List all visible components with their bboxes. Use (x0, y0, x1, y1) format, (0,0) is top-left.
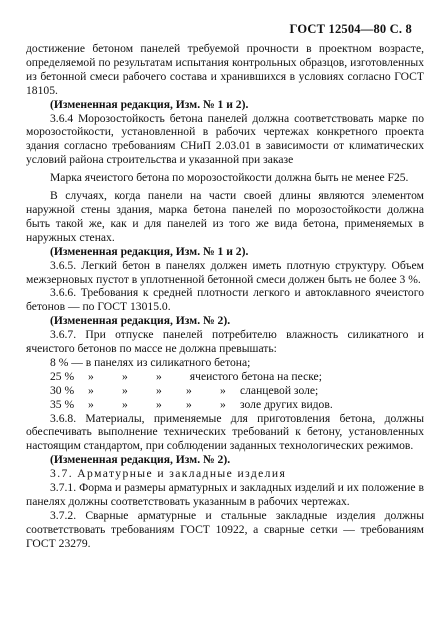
moisture-percent: 25 % (50, 369, 75, 383)
paragraph-3-6-8: 3.6.8. Материалы, применяемые для приготовления бетона, должны обеспечивать выполнение технических требований к бетону, установленных настоящим стандартом, при соблюдении заданных технологических режимов. (26, 411, 424, 453)
paragraph-3-7-2: 3.7.2. Сварные арматурные и стальные закладные изделия должны соответствовать требованиям ГОСТ 10922, а сварные сетки — требованиям ГОСТ 23279. (26, 508, 424, 550)
moisture-list-item: 8 % — в панелях из силикатного бетона; (50, 355, 251, 369)
page-header: ГОСТ 12504—80 С. 8 (289, 22, 412, 36)
ditto-mark: » (88, 397, 94, 411)
paragraph-continuation: достижение бетоном панелей требуемой прочности в проектном возрасте, определяемой по результатам испытания контрольных образцов, изготовленных из бетонной смеси рабочего состава и хранившихся в условиях согласно ГОСТ 18105. (26, 42, 424, 97)
moisture-material: ячеистого бетона на песке; (189, 369, 322, 383)
ditto-mark: » (220, 383, 226, 397)
moisture-list-item (26, 370, 424, 384)
ditto-mark: » (88, 369, 94, 383)
ditto-mark: » (186, 383, 192, 397)
revision-note: (Измененная редакция, Изм. № 2). (50, 314, 231, 328)
moisture-percent: 35 % (50, 397, 75, 411)
revision-note: (Измененная редакция, Изм. № 1 и 2). (50, 244, 249, 258)
ditto-mark: » (156, 397, 162, 411)
section-heading-3-7: 3.7. Арматурные и закладные изделия (50, 467, 287, 481)
moisture-percent: 30 % (50, 383, 75, 397)
moisture-material: сланцевой золе; (240, 383, 319, 397)
paragraph-3-6-6: 3.6.6. Требования к средней плотности легкого и автоклавного ячеистого бетонов — по ГОСТ 13015.0. (26, 286, 424, 314)
paragraph-3-6-4: 3.6.4 Морозостойкость бетона панелей должна соответствовать марке по морозостойкости, установленной в рабочих чертежах конкретного проекта здания согласно требованиям СНиП 2.03.01 в зависимости от климатических условий района строительства и указанной при заказе (26, 111, 424, 167)
ditto-mark: » (156, 369, 162, 383)
moisture-material: золе других видов. (240, 397, 333, 411)
paragraph-frost-grade: Марка ячеистого бетона по морозостойкости должна быть не менее F25. (50, 171, 409, 185)
paragraph-3-6-7: 3.6.7. При отпуске панелей потребителю влажность силикатного и ячеистого бетонов по массе не должна превышать: (26, 328, 424, 356)
paragraph-3-6-5: 3.6.5. Легкий бетон в панелях должен иметь плотную структуру. Объем межзерновых пустот в уплотненной бетонной смеси должен быть не более 3 %. (26, 258, 424, 286)
ditto-mark: » (88, 383, 94, 397)
ditto-mark: » (220, 397, 226, 411)
ditto-mark: » (186, 397, 192, 411)
ditto-mark: » (122, 369, 128, 383)
ditto-mark: » (122, 383, 128, 397)
moisture-list-item (26, 384, 424, 398)
ditto-mark: » (156, 383, 162, 397)
revision-note: (Измененная редакция, Изм. № 2). (50, 453, 231, 467)
moisture-list-item (26, 398, 424, 412)
document-body (26, 42, 424, 551)
ditto-mark: » (122, 397, 128, 411)
revision-note: (Измененная редакция, Изм. № 1 и 2). (50, 97, 249, 111)
paragraph-3-7-1: 3.7.1. Форма и размеры арматурных и закладных изделий и их положение в панелях должны соответствовать указанным в рабочих чертежах. (26, 481, 424, 508)
paragraph-partial-length: В случаях, когда панели на части своей длины являются элементом наружной стены здания, марка бетона панелей по морозостойкости должна быть такой же, как и для панелей из того же вида бетона, применяемых в наружных стенах. (26, 189, 424, 244)
